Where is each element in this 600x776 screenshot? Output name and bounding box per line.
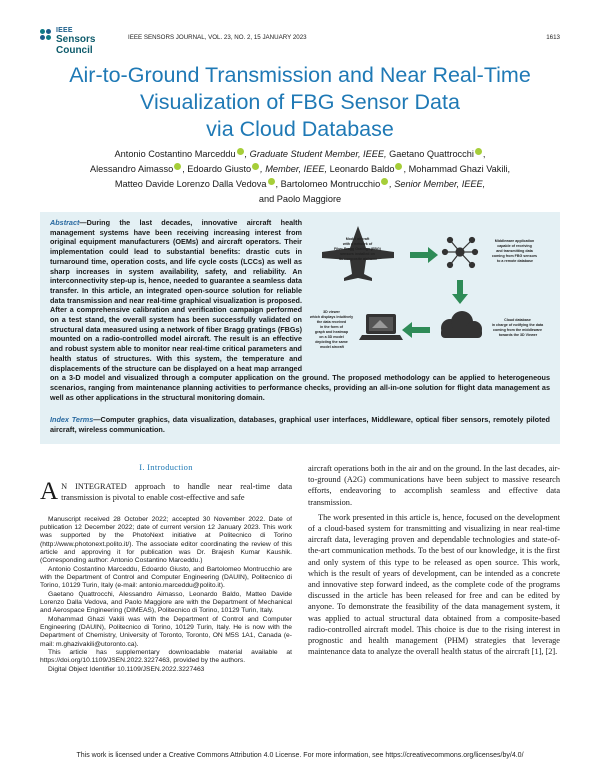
left-column bbox=[40, 462, 292, 674]
network-icon bbox=[443, 238, 478, 268]
cloud-label: Cloud database in charge of notifying the data coming from the middleware towards the 3D Viewer bbox=[491, 318, 544, 337]
laptop-icon bbox=[359, 314, 403, 340]
cloud-icon bbox=[441, 311, 482, 338]
title-line-3: via Cloud Database bbox=[206, 117, 394, 141]
footnote-supplementary: This article has supplementary downloadable material available at https://doi.org/10.1109/JSEN.2022.3227463, provided by the authors. bbox=[40, 649, 292, 665]
index-terms bbox=[50, 415, 550, 434]
paper-title bbox=[40, 62, 560, 143]
author-name: Matteo Davide Lorenzo Dalla Vedova bbox=[114, 179, 267, 189]
license-footer: This work is licensed under a Creative Commons Attribution 4.0 License. For more information, see https://creativecommons.org/licenses/by/4.0/ bbox=[76, 752, 524, 759]
author-name: Antonio Costantino Marceddu bbox=[114, 149, 236, 159]
author-name: , Mohammad Ghazi Vakili, bbox=[403, 164, 511, 174]
footnote-affiliation: Gaetano Quattrocchi, Alessandro Aimasso, Leonardo Baldo, Matteo Davide Lorenzo Dalla Vedova, and Paolo Maggiore are with the Department of Mechanical and Aerospace Engineering (DIMEAS), Politecnico di Torino, 10129 Turin, Italy. bbox=[40, 590, 292, 615]
logo-text-council: Sensors Council bbox=[56, 34, 96, 56]
author-list: Antonio Costantino Marceddu , Graduate Student Member, IEEE, Gaetano Quattrocchi , Alessandro Aimasso , Edoardo Giusto , Member, IEEE, Leonardo Baldo , Mohammad Ghazi Vakili, Matteo Davide Lorenzo Dalla Vedova , Bartolomeo Montrucchio , Senior Member, IEEE, and Paolo Maggiore bbox=[89, 149, 511, 204]
title-line-2: Visualization of FBG Sensor Data bbox=[140, 90, 460, 114]
orcid-icon[interactable] bbox=[252, 163, 259, 170]
title-line-1: Air-to-Ground Transmission and Near Real-Time bbox=[69, 63, 531, 87]
drop-cap: A bbox=[40, 478, 59, 506]
arrow-right-icon bbox=[410, 247, 438, 263]
page-number: 1613 bbox=[546, 34, 560, 41]
author-membership: , Senior Member, IEEE, bbox=[389, 179, 486, 189]
author-membership: , Member, IEEE, bbox=[260, 164, 328, 174]
orcid-icon[interactable] bbox=[475, 148, 482, 155]
intro-text: N INTEGRATED approach to handle near real-time data transmission is pivotal to enable cost-effective and safe bbox=[61, 482, 292, 503]
viewer-label: 3D viewer which displays intuitively the data received in the form of graph and heatmap on a 3D model depicting the same model aircraft bbox=[310, 310, 354, 349]
index-terms-text: —Computer graphics, data visualization, databases, graphical user interfaces, Middleware, optical fiber sensors, remotely piloted aircraft, wireless communication. bbox=[50, 415, 550, 434]
logo-mark-icon bbox=[40, 29, 54, 43]
abstract-text: —During the last decades, innovative aircraft health management systems have been receiving increasing interest from original equipment manufacturers (OEMs) and aircraft operators. Their implementation could lead to substantial benefits: drastic cuts in turnaround time, operation costs, and life cycle costs (LCCs) as well as sharp increases in system availability, safety, and reliability. An interconnectivity step-up is, hence, needed to guarantee a seamless data transfer. In this article, an integrated open-source solution for reliable data transmission and near real-time graphical visualization is proposed. After a comprehensive calibration and verification campaign performed on a test stand, the overall system has been successfully validated on structural data measured using a network of fiber Bragg gratings (FBGs) mounted on a radio-controlled model aircraft. The result is an effective and robust system able to monitor near real-time critical parameters and health status of structures. With this system, the temperature and displacements of the structure can be displayed on a heat map arranged on a 3-D model and visualized through a computer application on the ground. The proposed methodology can be applied to heterogeneous scenarios, ranging from maintenance planning activities to performance checks, providing an all-in-one solution for flight data management as well as other applications in the structural monitoring domain. bbox=[50, 218, 550, 402]
abstract-lead: Abstract bbox=[50, 218, 80, 227]
footnote-affiliation: Antonio Costantino Marceddu, Edoardo Giusto, and Bartolomeo Montrucchio are with the Department of Control and Computer Engineering (DAUIN), Politecnico di Torino, 10129 Turin, Italy (e-mail: antonio.marceddu@polito.it). bbox=[40, 565, 292, 590]
graphical-abstract-diagram bbox=[310, 218, 550, 365]
author-name: Alessandro Aimasso bbox=[89, 164, 174, 174]
index-terms-lead: Index Terms bbox=[50, 415, 94, 424]
body-paragraph: aircraft operations both in the air and on the ground. In the last decades, air-to-ground (A2G) communications have been subject to massive research efforts, endeavoring to accomplish seamless and effective data transmission. bbox=[308, 464, 560, 507]
journal-header: IEEE SENSORS JOURNAL, VOL. 23, NO. 2, 15 JANUARY 2023 bbox=[128, 34, 307, 41]
arrow-down-icon bbox=[452, 280, 468, 304]
logo-text-ieee: IEEE bbox=[56, 27, 73, 34]
orcid-icon[interactable] bbox=[395, 163, 402, 170]
author-name: Gaetano Quattrocchi bbox=[386, 149, 474, 159]
footnote-received: Manuscript received 28 October 2022; accepted 30 November 2022. Date of publication 12 December 2022; date of current version 12 January 2023. This work was supported by the PhotoNext initiative at Politecnico di Torino (http://www.photonext.polito.it/). The associate editor coordinating the review of this article and approving it for publication was Dr. Brajesh Kumar Kaushik. (Corresponding author: Antonio Costantino Marceddu.) bbox=[40, 515, 292, 565]
aircraft-label: Model aircraft with a network of Fiber Bragg Gratings (FBG) sensors installed on its composite airframe bbox=[334, 237, 381, 261]
intro-paragraph bbox=[40, 478, 292, 506]
author-membership: , Graduate Student Member, IEEE, bbox=[244, 149, 387, 159]
author-name: , Edoardo Giusto bbox=[182, 164, 252, 174]
footnote-affiliation: Mohammad Ghazi Vakili was with the Department of Control and Computer Engineering (DAUIN), Politecnico di Torino, 10129 Turin, Italy. He is now with the Department of Chemistry, University of Toronto, Toronto, ON M5S 1A1, Canada (e-mail: m.ghazivakili@utoronto.ca). bbox=[40, 615, 292, 648]
middleware-label: Middleware application capable of receiving and transmitting data coming from FBG sensors to a remote database bbox=[491, 239, 538, 263]
right-column bbox=[308, 463, 560, 657]
abstract-box bbox=[40, 212, 560, 444]
orcid-icon[interactable] bbox=[237, 148, 244, 155]
orcid-icon[interactable] bbox=[174, 163, 181, 170]
author-name: , Bartolomeo Montrucchio bbox=[275, 179, 381, 189]
orcid-icon[interactable] bbox=[381, 178, 388, 185]
footnote-doi: Digital Object Identifier 10.1109/JSEN.2022.3227463 bbox=[48, 665, 205, 673]
section-heading: I. Introduction bbox=[139, 462, 193, 472]
author-name: Leonardo Baldo bbox=[327, 164, 395, 174]
orcid-icon[interactable] bbox=[268, 178, 275, 185]
ieee-sensors-council-logo bbox=[40, 26, 130, 56]
arrow-left-icon bbox=[402, 322, 430, 338]
body-paragraph: The work presented in this article is, hence, focused on the development of a cloud-based system for transmitting and visualizing in near real-time aircraft data, leveraging proven and dependable technologies and state-of-the-art communication methods. To the best of our knowledge, it is the first and only system of this type to be released as open source. This work, which is the result of years of development, can be intended as a concrete and innovative step forward indeed, as the complete code of the programs discussed in the article has been released for free and can be edited by anyone. To demonstrate the feasibility of the data management system, it was applied to actual structural data obtained from a composite-based radio-controlled aircraft model. This choice is due to the rising interest in prognostic and health management (PHM) strategies that leverage maintenance data to analyze the overall health status of the aircraft [1], [2]. bbox=[308, 512, 560, 657]
author-name: and Paolo Maggiore bbox=[258, 194, 342, 204]
abstract bbox=[50, 218, 550, 402]
